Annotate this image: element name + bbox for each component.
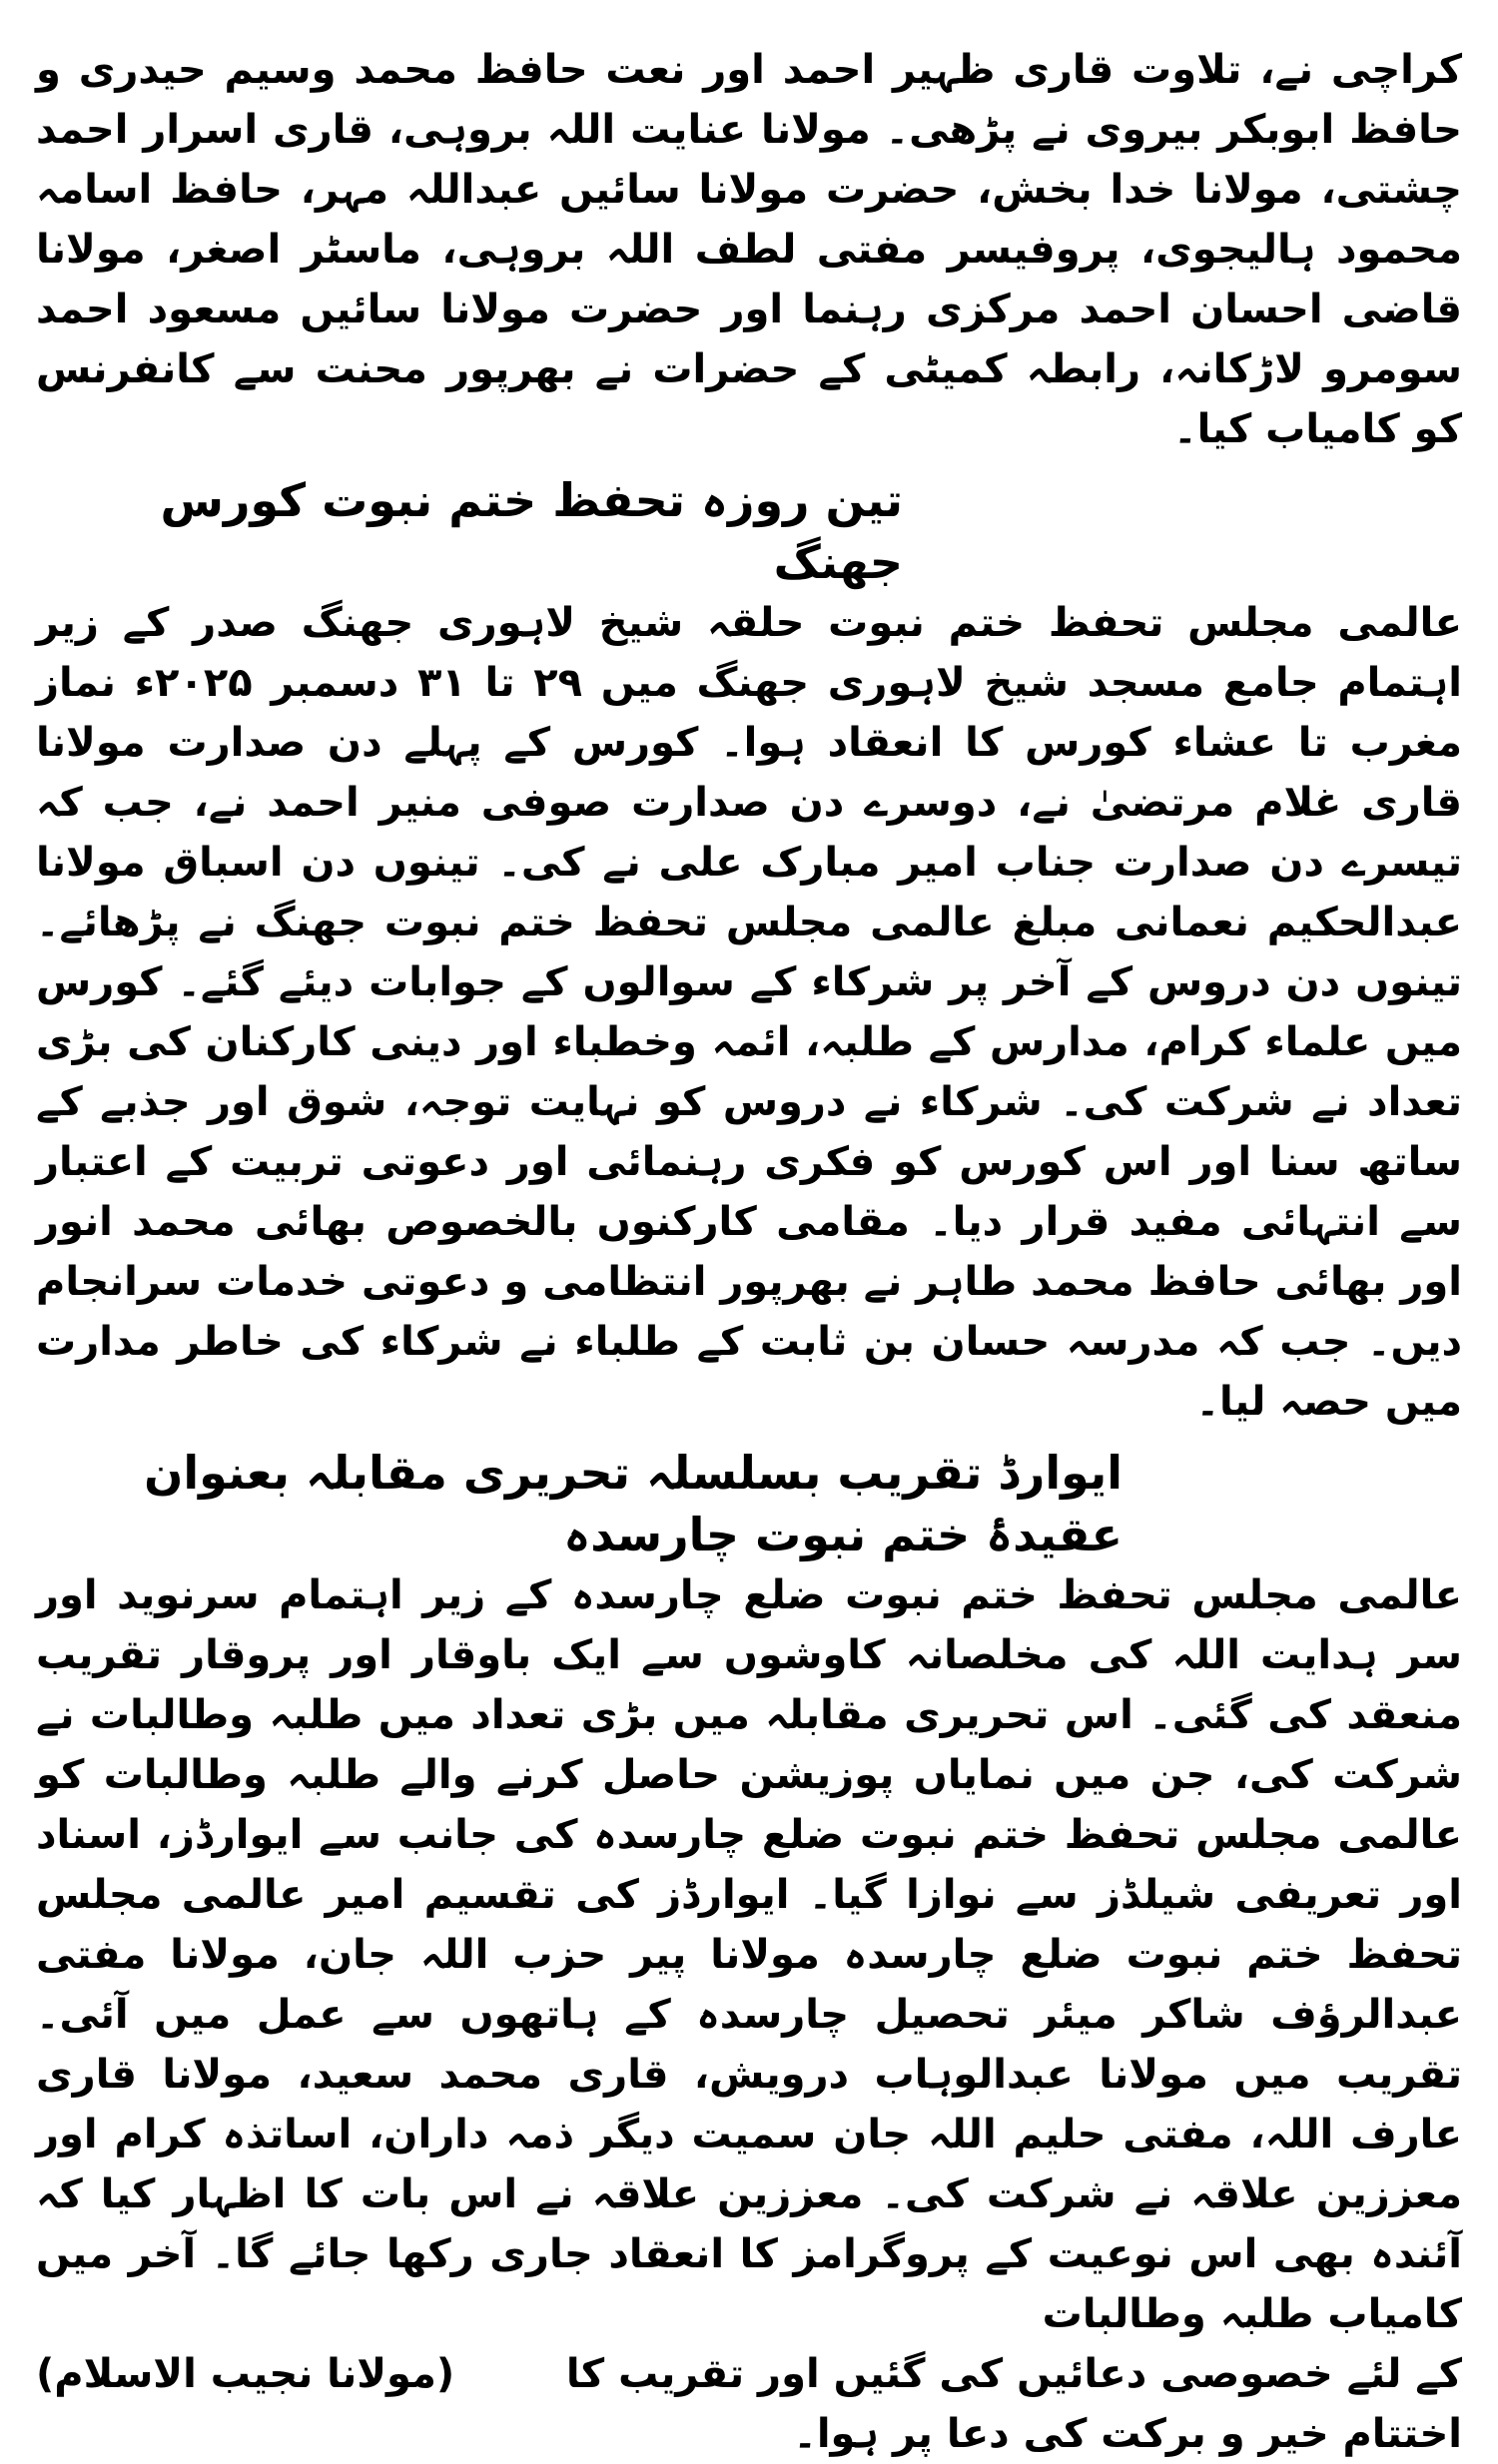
intro-paragraph: کراچی نے، تلاوت قاری ظہیر احمد اور نعت حافظ محمد وسیم حیدری و حافظ ابوبکر بیروی نے پڑھی۔ مولانا عنایت اللہ بروہی، قاری اسرار احمد چشتی، مولانا خدا بخش، حضرت مولانا سائیں عبداللہ مہر، حافظ اسامہ محمود ہالیجوی، پروفیسر مفتی لطف اللہ بروہی، ماسٹر اصغر، مولانا قاضی احسان احمد مرکزی رہنما اور حضرت مولانا سائیں مسعود احمد سومرو لاڑکانہ، رابطہ کمیٹی کے حضرات نے بھرپور محنت سے کانفرنس کو کامیاب کیا۔ — [36, 47, 1462, 452]
author-credit: (مولانا نجیب الاسلام) — [36, 2351, 455, 2397]
charsadda-award-paragraph: عالمی مجلس تحفظ ختم نبوت ضلع چارسدہ کے زیر اہتمام سرنوید اور سر ہدایت اللہ کی مخلصانہ کاوشوں سے ایک باوقار اور پروقار تقریب منعقد کی گئی۔ اس تحریری مقابلہ میں بڑی تعداد میں طلبہ وطالبات نے شرکت کی، جن میں نمایاں پوزیشن حاصل کرنے والے طلبہ وطالبات کو عالمی مجلس تحفظ ختم نبوت ضلع چارسدہ کی جانب سے ایوارڈز، اسناد اور تعریفی شیلڈز سے نوازا گیا۔ ایوارڈز کی تقسیم امیر عالمی مجلس تحفظ ختم نبوت ضلع چارسدہ مولانا پیر حزب اللہ جان، مولانا مفتی عبدالرؤف شاکر میئر تحصیل چارسدہ کے ہاتھوں سے عمل میں آئی۔ تقریب میں مولانا عبدالوہاب درویش، قاری محمد سعید، مولانا قاری عارف اللہ، مفتی حلیم اللہ جان سمیت دیگر ذمہ داران، اساتذہ کرام اور معززین علاقہ نے شرکت کی۔ معززین علاقہ نے اس بات کا اظہار کیا کہ آئندہ بھی اس نوعیت کے پروگرامز کا انعقاد جاری رکھا جائے گا۔ آخر میں کامیاب طلبہ وطالبات — [36, 1572, 1462, 2337]
jhang-course-paragraph: عالمی مجلس تحفظ ختم نبوت حلقہ شیخ لاہوری جھنگ صدر کے زیر اہتمام جامع مسجد شیخ لاہوری جھنگ میں ۲۹ تا ۳۱ دسمبر ۲۰۲۵ء نماز مغرب تا عشاء کورس کا انعقاد ہوا۔ کورس کے پہلے دن صدارت مولانا قاری غلام مرتضیٰ نے، دوسرے دن صدارت صوفی منیر احمد نے، جب کہ تیسرے دن صدارت جناب امیر مبارک علی نے کی۔ تینوں دن اسباق مولانا عبدالحکیم نعمانی مبلغ عالمی مجلس تحفظ ختم نبوت جھنگ نے پڑھائے۔ تینوں دن دروس کے آخر پر شرکاء کے سوالوں کے جوابات دیئے گئے۔ کورس میں علماء کرام، مدارس کے طلبہ، ائمہ وخطباء اور دینی کارکنان کی بڑی تعداد نے شرکت کی۔ شرکاء نے دروس کو نہایت توجہ، شوق اور جذبے کے ساتھ سنا اور اس کورس کو فکری رہنمائی اور دعوتی تربیت کے اعتبار سے انتہائی مفید قرار دیا۔ مقامی کارکنوں بالخصوص بھائی محمد انور اور بھائی حافظ محمد طاہر نے بھرپور انتظامی و دعوتی خدمات سرانجام دیں۔ جب کہ مدرسہ حسان بن ثابت کے طلباء نے شرکاء کی خاطر مدارت میں حصہ لیا۔ — [36, 600, 1462, 1425]
section-heading-charsadda-award: ایوارڈ تقریب بسلسلہ تحریری مقابلہ بعنوان عقیدۂ ختم نبوت چارسدہ — [144, 1446, 1123, 1561]
section-heading-jhang-course: تین روزہ تحفظ ختم نبوت کورس جھنگ — [160, 473, 903, 589]
closing-line — [36, 2344, 1462, 2464]
closing-sentence: کے لئے خصوصی دعائیں کی گئیں اور تقریب کا اختتام خیر و برکت کی دعا پر ہوا۔ — [565, 2351, 1462, 2457]
